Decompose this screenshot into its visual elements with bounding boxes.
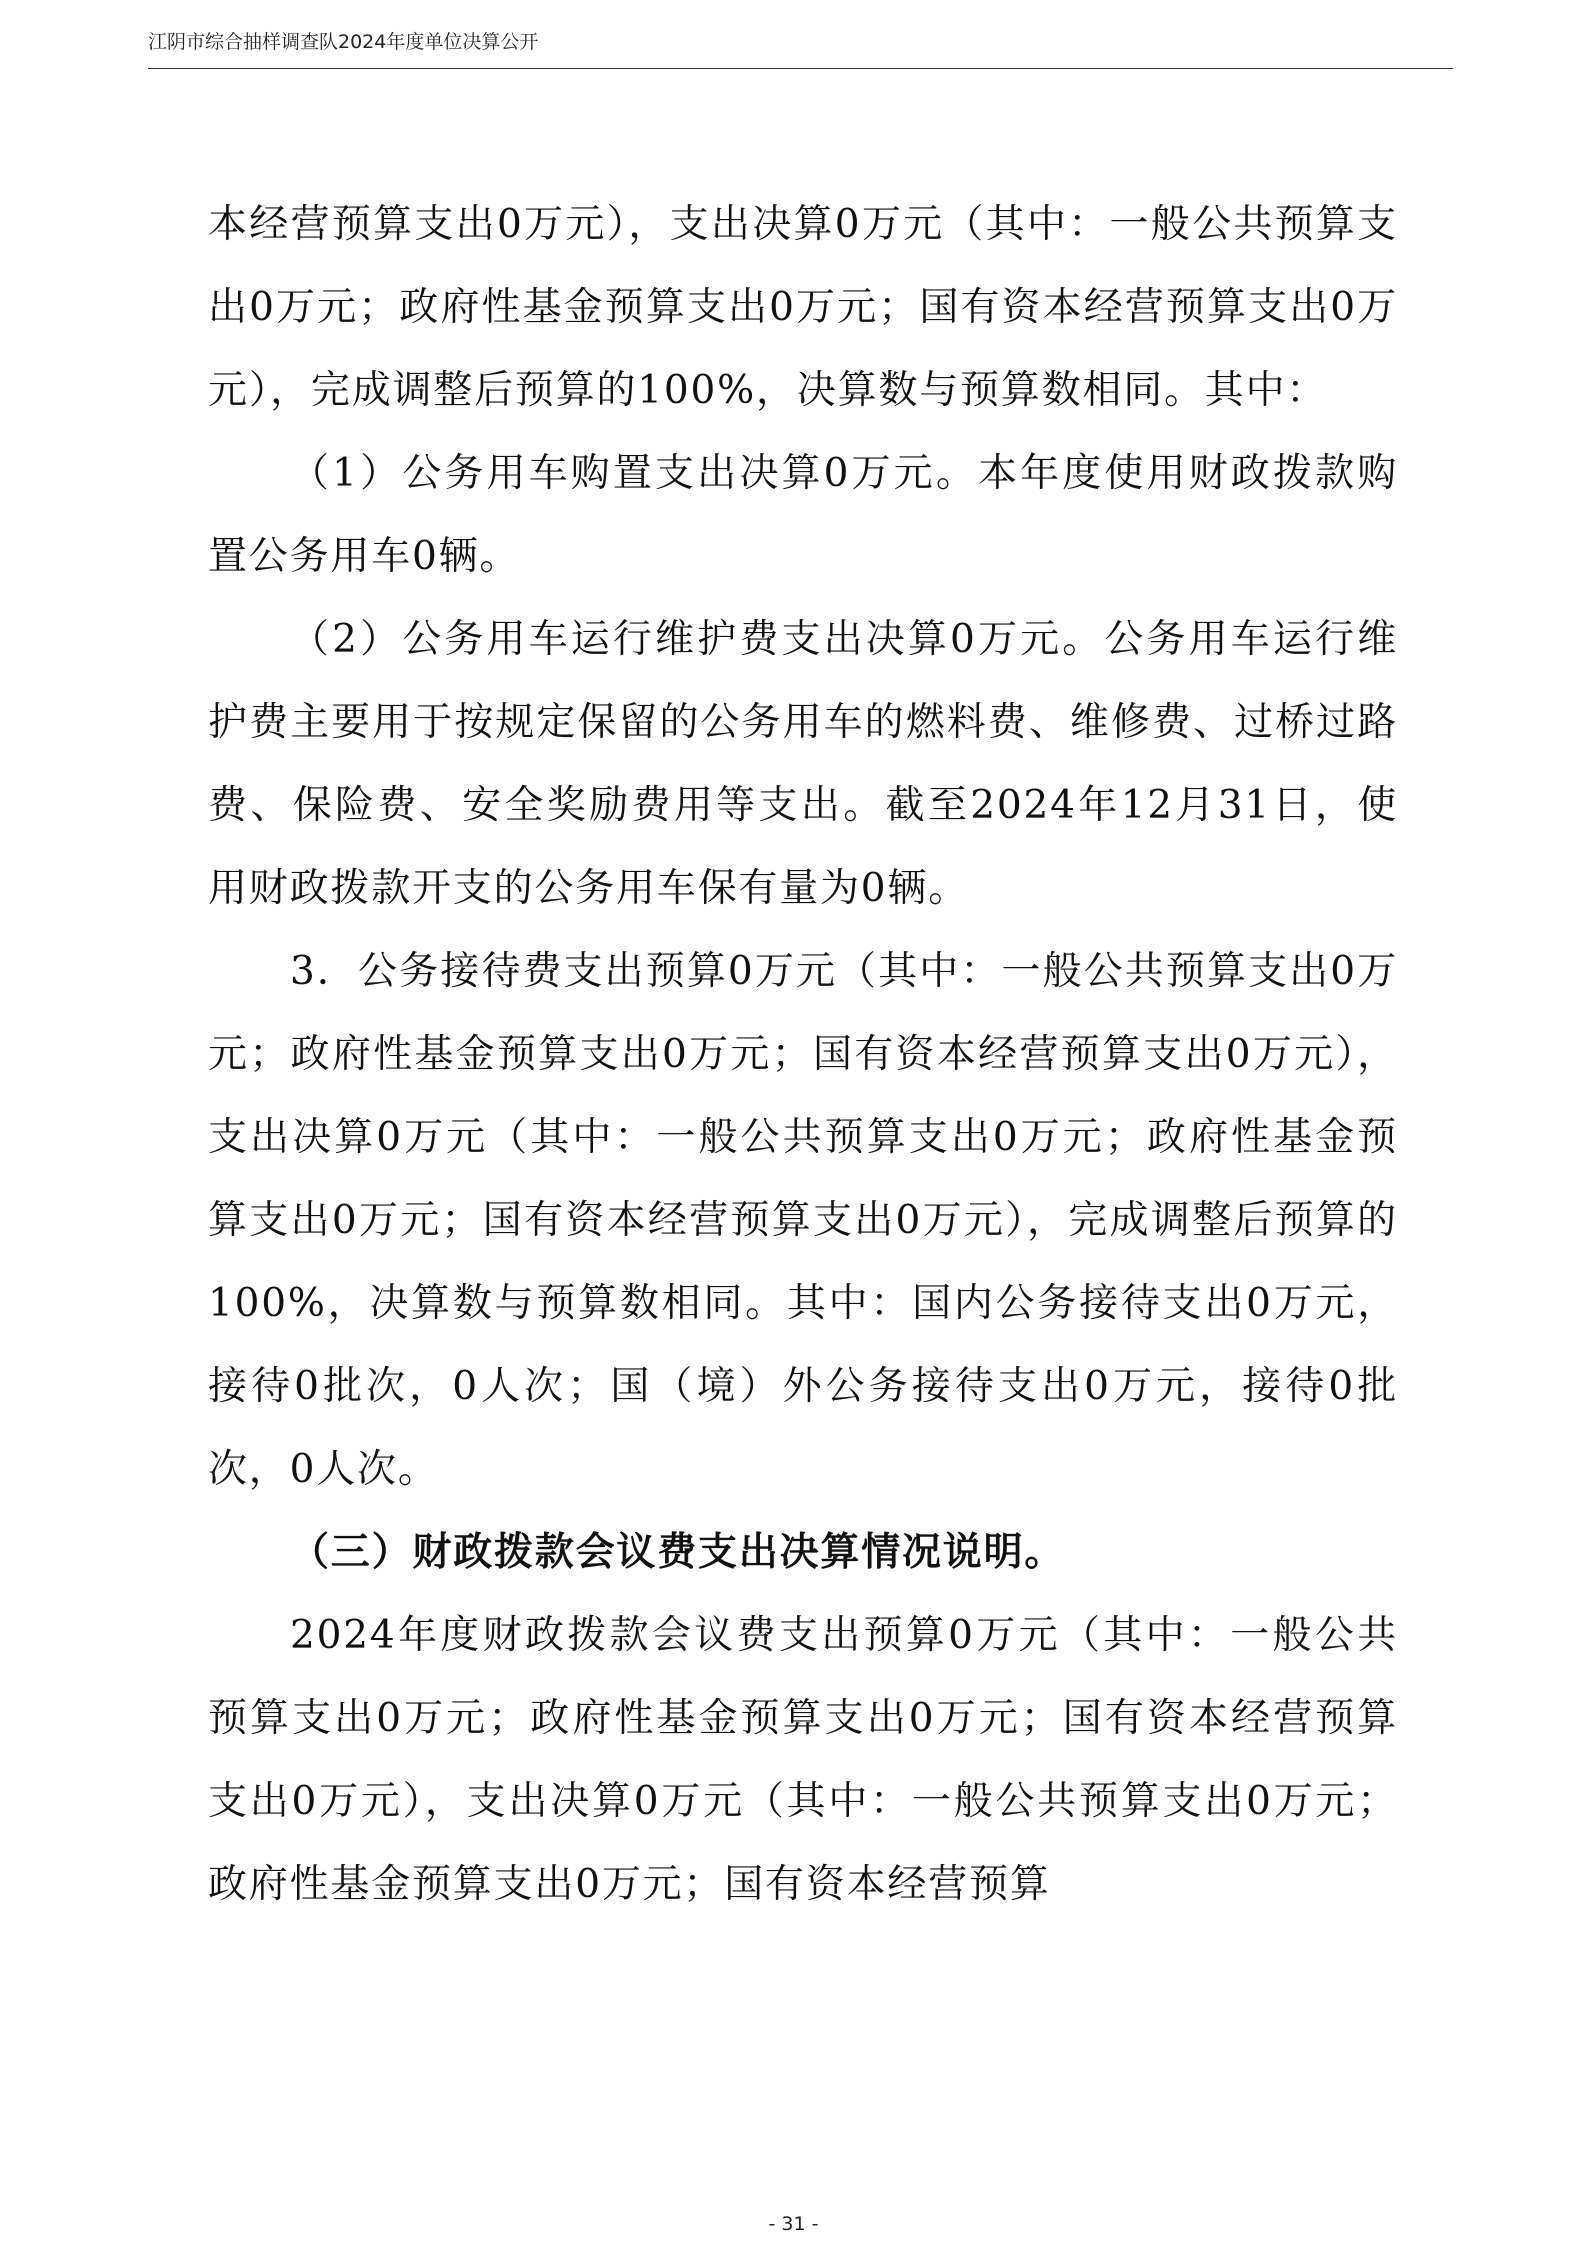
document-body bbox=[208, 183, 1398, 1926]
paragraph-budget-continuation: 本经营预算支出0万元），支出决算0万元（其中：一般公共预算支出0万元；政府性基金预算支出0万元；国有资本经营预算支出0万元），完成调整后预算的100%，决算数与预算数相同。其中： bbox=[208, 202, 1398, 413]
section-heading-meeting-expenses: （三）财政拨款会议费支出决算情况说明。 bbox=[290, 1529, 1066, 1575]
paragraph-vehicle-maintenance: （2）公务用车运行维护费支出决算0万元。公务用车运行维护费主要用于按规定保留的公务用车的燃料费、维修费、过桥过路费、保险费、安全奖励费用等支出。截至2024年12月31日，使用财政拨款开支的公务用车保有量为0辆。 bbox=[208, 617, 1398, 911]
page-header bbox=[148, 30, 1453, 69]
paragraph-meeting-expenses: 2024年度财政拨款会议费支出预算0万元（其中：一般公共预算支出0万元；政府性基金预算支出0万元；国有资本经营预算支出0万元），支出决算0万元（其中：一般公共预算支出0万元；政府性基金预算支出0万元；国有资本经营预算 bbox=[208, 1613, 1398, 1907]
header-title: 江阴市综合抽样调查队2024年度单位决算公开 bbox=[148, 31, 539, 53]
paragraph-vehicle-purchase: （1）公务用车购置支出决算0万元。本年度使用财政拨款购置公务用车0辆。 bbox=[208, 451, 1398, 579]
page-number: - 31 - bbox=[768, 2213, 819, 2235]
paragraph-official-reception: 3．公务接待费支出预算0万元（其中：一般公共预算支出0万元；政府性基金预算支出0万元；国有资本经营预算支出0万元），支出决算0万元（其中：一般公共预算支出0万元；政府性基金预算支出0万元；国有资本经营预算支出0万元），完成调整后预算的100%，决算数与预算数相同。其中：国内公务接待支出0万元，接待0批次，0人次；国（境）外公务接待支出0万元，接待0批次，0人次。 bbox=[208, 949, 1398, 1492]
